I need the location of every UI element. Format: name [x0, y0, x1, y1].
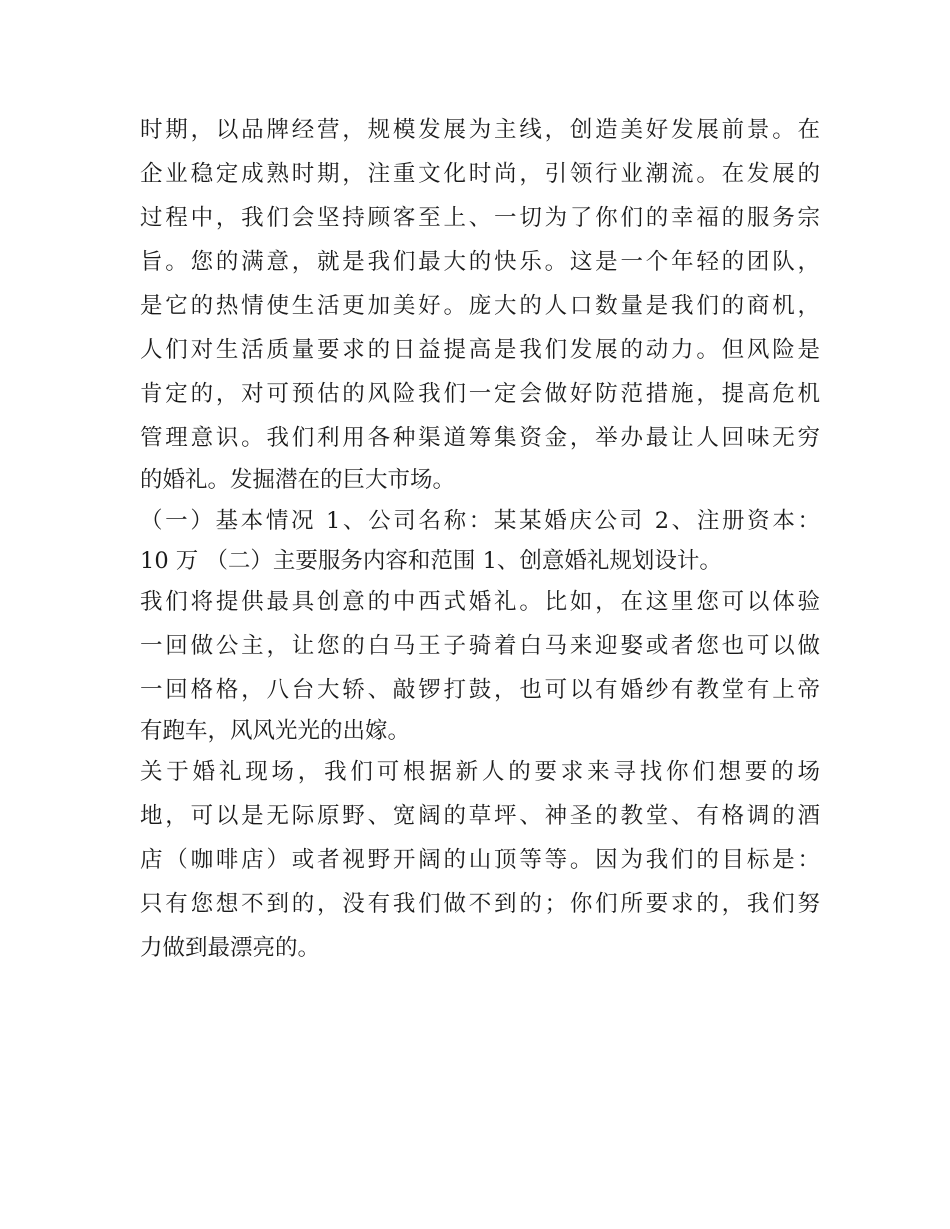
text-line: 企业稳定成熟时期，注重文化时尚，引领行业潮流。在发展的 [140, 161, 820, 187]
text-line: 只有您想不到的，没有我们做不到的；你们所要求的，我们努 [140, 891, 820, 917]
paragraph-basic-info [140, 501, 820, 580]
paragraph-creative-wedding [140, 580, 820, 750]
text-line: 管理意识。我们利用各种渠道筹集资金，举办最让人回味无穷 [140, 425, 820, 451]
text-line: 我们将提供最具创意的中西式婚礼。比如，在这里您可以体验 [140, 589, 820, 615]
text-line: 店（咖啡店）或者视野开阔的山顶等等。因为我们的目标是： [140, 847, 820, 873]
text-line: 过程中，我们会坚持顾客至上、一切为了你们的幸福的服务宗 [140, 205, 820, 231]
text-line: 一回做公主，让您的白马王子骑着白马来迎娶或者您也可以做 [140, 633, 820, 659]
text-line: 一回格格，八台大轿、敲锣打鼓，也可以有婚纱有教堂有上帝 [140, 677, 820, 703]
text-line: 的婚礼。发掘潜在的巨大市场。 [140, 467, 456, 493]
paragraph-wedding-venue [140, 750, 820, 970]
text-line: 地，可以是无际原野、宽阔的草坪、神圣的教堂、有格调的酒 [140, 803, 820, 829]
text-line: 关于婚礼现场，我们可根据新人的要求来寻找你们想要的场 [140, 759, 820, 785]
text-line: 旨。您的满意，就是我们最大的快乐。这是一个年轻的团队， [140, 249, 820, 275]
text-line: 人们对生活质量要求的日益提高是我们发展的动力。但风险是 [140, 337, 820, 363]
text-line: 10 万 （二）主要服务内容和范围 1、创意婚礼规划设计。 [140, 548, 722, 574]
text-line: 是它的热情使生活更加美好。庞大的人口数量是我们的商机， [140, 293, 820, 319]
text-line: 肯定的，对可预估的风险我们一定会做好防范措施，提高危机 [140, 381, 820, 407]
text-line: 有跑车，风风光光的出嫁。 [140, 718, 411, 744]
text-line: 力做到最漂亮的。 [140, 935, 321, 961]
text-line: 时期，以品牌经营，规模发展为主线，创造美好发展前景。在 [140, 117, 820, 143]
paragraph-company-vision [140, 108, 820, 501]
text-line: （一）基本情况 1、公司名称：某某婚庆公司 2、注册资本： [140, 508, 820, 534]
document-body [140, 108, 820, 970]
